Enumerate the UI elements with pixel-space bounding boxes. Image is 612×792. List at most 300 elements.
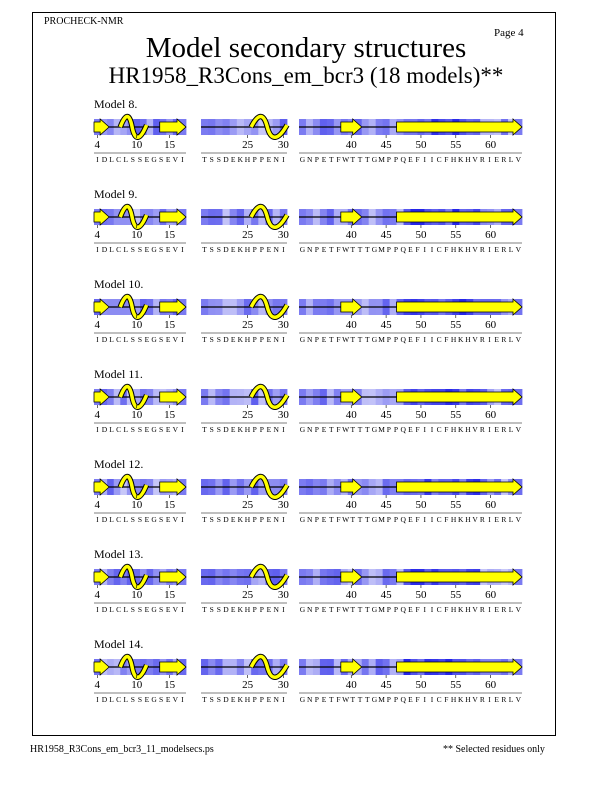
sequence-letter: P xyxy=(393,335,399,344)
residue-tick-label: 40 xyxy=(345,409,357,421)
sequence-letter: T xyxy=(328,335,334,344)
residue-tick-label: 25 xyxy=(242,229,254,241)
sequence-letter: K xyxy=(458,335,464,344)
sequence-letter: L xyxy=(109,695,115,704)
sequence-letter: Q xyxy=(400,695,407,704)
sequence-letter: E xyxy=(494,155,500,164)
sequence-letter: R xyxy=(501,245,507,254)
sequence-letter: V xyxy=(172,335,179,344)
sequence-letter: H xyxy=(450,155,457,164)
sequence-letter: P xyxy=(252,155,257,164)
residue-tick-label: 25 xyxy=(242,409,254,421)
residue-tick-label: 15 xyxy=(164,499,176,511)
sequence-letter: P xyxy=(386,425,392,434)
residue-tick-label: 25 xyxy=(242,499,254,511)
sequence-letter: K xyxy=(458,695,464,704)
sequence-letter: P xyxy=(386,155,392,164)
residue-tick-label: 30 xyxy=(277,589,289,601)
sequence-letter: D xyxy=(101,245,108,254)
residue-tick-label: 45 xyxy=(380,229,392,241)
sequence-letter: I xyxy=(488,605,491,614)
sequence-letter: E xyxy=(144,335,150,344)
sequence-letter: E xyxy=(144,155,150,164)
sequence-letter: T xyxy=(357,605,363,614)
residue-tick-label: 10 xyxy=(131,499,143,511)
sequence-letter: K xyxy=(237,605,244,614)
sequence-letter: C xyxy=(436,155,442,164)
sequence-letter: D xyxy=(223,425,229,434)
sequence-letter: R xyxy=(501,335,507,344)
sequence-letter: N xyxy=(273,515,280,524)
sequence-letter: G xyxy=(299,335,306,344)
sequence-letter: S xyxy=(130,695,136,704)
sequence-letter: H xyxy=(465,335,471,344)
sequence-letter: P xyxy=(259,605,265,614)
sequence-letter: I xyxy=(181,605,184,614)
sequence-letter: L xyxy=(123,245,129,254)
sequence-letter: N xyxy=(273,695,280,704)
sequence-letter: T xyxy=(202,695,207,704)
sequence-letter: E xyxy=(144,695,150,704)
residue-tick-label: 55 xyxy=(450,319,462,331)
sequence-letter: W xyxy=(342,245,350,254)
sequence-letter: E xyxy=(266,695,272,704)
sequence-letter: V xyxy=(172,605,179,614)
secondary-structure-plot xyxy=(0,637,612,727)
sequence-letter: H xyxy=(244,335,251,344)
sequence-letter: D xyxy=(101,425,108,434)
sequence-letter: S xyxy=(159,335,164,344)
residue-tick-label: 60 xyxy=(485,319,497,331)
sequence-letter: N xyxy=(273,605,280,614)
sequence-letter: G xyxy=(371,245,378,254)
sequence-letter: P xyxy=(393,515,399,524)
residue-tick-label: 15 xyxy=(164,409,176,421)
sequence-letter: S xyxy=(130,335,136,344)
strip-segment xyxy=(94,207,186,255)
sequence-letter: M xyxy=(378,245,386,254)
residue-tick-label: 10 xyxy=(131,319,143,331)
sequence-letter: L xyxy=(109,425,115,434)
model-label: Model 13. xyxy=(94,547,144,561)
sequence-letter: F xyxy=(336,155,341,164)
residue-tick-label: 45 xyxy=(380,319,392,331)
sequence-letter: K xyxy=(237,335,244,344)
sequence-letter: E xyxy=(494,515,500,524)
sequence-letter: G xyxy=(371,425,378,434)
sequence-letter: V xyxy=(472,335,479,344)
residue-tick-label: 25 xyxy=(242,319,254,331)
strip-segment xyxy=(94,117,186,165)
strip-segment xyxy=(201,297,289,345)
sequence-letter: K xyxy=(458,425,464,434)
sequence-letter: G xyxy=(151,425,157,434)
sequence-letter: I xyxy=(423,425,427,434)
sequence-letter: C xyxy=(116,605,122,614)
sequence-letter: W xyxy=(342,695,350,704)
sequence-letter: F xyxy=(444,155,449,164)
sequence-letter: P xyxy=(314,515,320,524)
sequence-letter: H xyxy=(244,245,251,254)
residue-tick-label: 55 xyxy=(450,499,462,511)
sequence-letter: E xyxy=(266,425,272,434)
sequence-letter: V xyxy=(515,605,522,614)
sequence-letter: I xyxy=(423,155,427,164)
sequence-letter: G xyxy=(151,245,157,254)
sequence-letter: R xyxy=(479,335,486,344)
sequence-letter: V xyxy=(515,425,522,434)
sequence-letter: E xyxy=(321,515,327,524)
sequence-letter: I xyxy=(181,335,184,344)
residue-tick-label: 4 xyxy=(94,229,101,241)
sequence-letter: P xyxy=(386,335,392,344)
model-block xyxy=(0,187,612,277)
model-label: Model 10. xyxy=(94,277,144,291)
sequence-letter: P xyxy=(314,605,320,614)
sequence-letter: F xyxy=(415,245,420,254)
sequence-letter: I xyxy=(282,155,285,164)
residue-tick-label: 40 xyxy=(345,589,357,601)
sequence-letter: V xyxy=(472,245,479,254)
sequence-letter: S xyxy=(216,155,222,164)
sequence-letter: I xyxy=(282,605,285,614)
sequence-letter: Q xyxy=(400,605,407,614)
sequence-letter: V xyxy=(472,515,479,524)
strip-segment xyxy=(94,477,186,525)
sequence-letter: S xyxy=(209,425,214,434)
sequence-letter: E xyxy=(230,695,236,704)
sequence-letter: T xyxy=(328,605,334,614)
sequence-letter: G xyxy=(371,155,378,164)
residue-tick-label: 15 xyxy=(164,139,176,151)
sequence-letter: G xyxy=(151,515,157,524)
sequence-letter: S xyxy=(137,155,143,164)
sequence-letter: S xyxy=(209,605,214,614)
sequence-letter: V xyxy=(172,515,179,524)
sequence-letter: V xyxy=(472,605,479,614)
sequence-letter: D xyxy=(101,605,108,614)
sequence-letter: E xyxy=(230,155,236,164)
sequence-letter: T xyxy=(364,335,370,344)
sequence-letter: H xyxy=(450,245,457,254)
sequence-letter: R xyxy=(479,605,486,614)
model-block xyxy=(0,367,612,457)
residue-tick-label: 45 xyxy=(380,589,392,601)
sequence-letter: K xyxy=(458,245,464,254)
sequence-letter: C xyxy=(116,425,122,434)
sequence-letter: D xyxy=(223,335,229,344)
sequence-letter: E xyxy=(408,245,413,254)
sequence-letter: I xyxy=(181,425,184,434)
sequence-letter: S xyxy=(159,245,164,254)
sequence-letter: T xyxy=(350,245,356,254)
sequence-letter: Q xyxy=(400,515,407,524)
sequence-letter: F xyxy=(444,335,449,344)
sequence-letter: P xyxy=(393,245,399,254)
sequence-letter: T xyxy=(328,155,334,164)
sequence-letter: L xyxy=(109,605,115,614)
sequence-letter: I xyxy=(181,695,184,704)
sequence-letter: S xyxy=(216,605,222,614)
sequence-letter: L xyxy=(123,155,129,164)
sequence-letter: H xyxy=(450,695,457,704)
sequence-letter: S xyxy=(209,335,214,344)
sequence-letter: S xyxy=(130,245,136,254)
residue-tick-label: 40 xyxy=(345,319,357,331)
footer-note: ** Selected residues only xyxy=(443,744,545,755)
sequence-letter: D xyxy=(101,335,108,344)
sequence-letter: E xyxy=(408,335,413,344)
residue-tick-label: 55 xyxy=(450,229,462,241)
sequence-letter: T xyxy=(364,425,370,434)
sequence-letter: E xyxy=(321,335,327,344)
sequence-letter: L xyxy=(109,155,115,164)
sequence-letter: C xyxy=(436,245,442,254)
sequence-letter: E xyxy=(266,155,272,164)
sequence-letter: I xyxy=(96,515,99,524)
sequence-letter: P xyxy=(314,335,320,344)
strip-segment xyxy=(201,387,289,435)
sequence-letter: P xyxy=(252,695,257,704)
sequence-letter: C xyxy=(116,245,122,254)
secondary-structure-plot xyxy=(0,277,612,367)
sequence-letter: M xyxy=(378,155,386,164)
sequence-letter: N xyxy=(273,335,280,344)
residue-tick-label: 60 xyxy=(485,589,497,601)
sequence-letter: T xyxy=(350,335,356,344)
strip-segment xyxy=(201,567,289,615)
strip-segment xyxy=(201,477,289,525)
sequence-letter: F xyxy=(415,695,420,704)
sequence-letter: V xyxy=(515,245,522,254)
strip-segment xyxy=(201,657,289,705)
sequence-letter: S xyxy=(216,425,222,434)
sequence-letter: P xyxy=(259,515,265,524)
sequence-letter: T xyxy=(202,515,207,524)
sequence-letter: H xyxy=(244,695,251,704)
sequence-letter: I xyxy=(96,335,99,344)
sequence-letter: E xyxy=(321,425,327,434)
sequence-letter: K xyxy=(458,605,464,614)
sequence-letter: T xyxy=(357,515,363,524)
sequence-letter: F xyxy=(415,335,420,344)
sequence-letter: R xyxy=(479,515,486,524)
sequence-letter: E xyxy=(165,155,171,164)
sequence-letter: D xyxy=(223,605,229,614)
sequence-letter: T xyxy=(357,155,363,164)
sequence-letter: S xyxy=(159,425,164,434)
sequence-letter: I xyxy=(181,515,184,524)
sequence-letter: T xyxy=(357,695,363,704)
sequence-letter: V xyxy=(515,695,522,704)
sequence-letter: F xyxy=(415,605,420,614)
sequence-letter: F xyxy=(444,515,449,524)
sequence-letter: N xyxy=(273,245,280,254)
sequence-letter: E xyxy=(408,695,413,704)
strip-segment xyxy=(299,569,522,614)
sequence-letter: C xyxy=(436,335,442,344)
sequence-letter: H xyxy=(465,695,471,704)
sequence-letter: I xyxy=(430,335,434,344)
sequence-letter: R xyxy=(479,695,486,704)
sequence-letter: I xyxy=(423,605,427,614)
sequence-letter: V xyxy=(515,155,522,164)
residue-tick-label: 30 xyxy=(277,409,289,421)
sequence-letter: T xyxy=(364,695,370,704)
sequence-letter: L xyxy=(109,335,115,344)
sequence-letter: M xyxy=(378,335,386,344)
sequence-letter: I xyxy=(488,695,491,704)
sequence-letter: S xyxy=(137,605,143,614)
sequence-letter: F xyxy=(336,605,341,614)
sequence-letter: K xyxy=(237,245,244,254)
residue-tick-label: 60 xyxy=(485,409,497,421)
sequence-letter: P xyxy=(252,605,257,614)
residue-tick-label: 4 xyxy=(94,499,101,511)
model-block xyxy=(0,547,612,637)
residue-tick-label: 30 xyxy=(277,139,289,151)
residue-tick-label: 4 xyxy=(94,409,101,421)
residue-tick-label: 15 xyxy=(164,319,176,331)
model-label: Model 11. xyxy=(94,367,143,381)
residue-tick-label: 30 xyxy=(277,229,289,241)
sequence-letter: E xyxy=(230,245,236,254)
sequence-letter: T xyxy=(328,425,334,434)
page-subtitle: HR1958_R3Cons_em_bcr3 (18 models)** xyxy=(108,63,504,88)
sequence-letter: P xyxy=(252,245,257,254)
residue-tick-label: 55 xyxy=(450,409,462,421)
sequence-letter: L xyxy=(508,515,514,524)
sequence-letter: F xyxy=(415,425,420,434)
sequence-letter: C xyxy=(116,695,122,704)
secondary-structure-plot xyxy=(0,547,612,637)
sequence-letter: N xyxy=(306,605,313,614)
residue-tick-label: 50 xyxy=(415,499,427,511)
sequence-letter: P xyxy=(259,155,265,164)
residue-tick-label: 40 xyxy=(345,229,357,241)
sequence-letter: G xyxy=(371,605,378,614)
sequence-letter: G xyxy=(299,425,306,434)
model-label: Model 12. xyxy=(94,457,144,471)
sequence-letter: W xyxy=(342,335,350,344)
sequence-letter: E xyxy=(321,245,327,254)
sequence-letter: D xyxy=(101,515,108,524)
residue-tick-label: 45 xyxy=(380,679,392,691)
sequence-letter: H xyxy=(244,515,251,524)
sequence-letter: N xyxy=(273,155,280,164)
model-label: Model 8. xyxy=(94,97,138,111)
sequence-letter: H xyxy=(465,605,471,614)
sequence-letter: E xyxy=(165,425,171,434)
sequence-letter: P xyxy=(252,515,257,524)
secondary-structure-plot xyxy=(0,367,612,457)
model-block xyxy=(0,457,612,547)
sequence-letter: G xyxy=(151,335,157,344)
residue-tick-label: 60 xyxy=(485,139,497,151)
sequence-letter: M xyxy=(378,695,386,704)
sequence-letter: I xyxy=(181,245,184,254)
sequence-letter: V xyxy=(172,425,179,434)
sequence-letter: S xyxy=(130,515,136,524)
sequence-letter: E xyxy=(165,245,171,254)
sequence-letter: W xyxy=(342,605,350,614)
sequence-letter: W xyxy=(342,155,350,164)
sequence-letter: T xyxy=(328,515,334,524)
sequence-letter: E xyxy=(230,425,236,434)
sequence-letter: C xyxy=(436,425,442,434)
sequence-letter: G xyxy=(299,245,306,254)
sequence-letter: S xyxy=(209,695,214,704)
residue-tick-label: 50 xyxy=(415,679,427,691)
sequence-letter: S xyxy=(137,425,143,434)
sequence-letter: T xyxy=(328,245,334,254)
sequence-letter: L xyxy=(123,515,129,524)
sequence-letter: C xyxy=(436,605,442,614)
sequence-letter: P xyxy=(252,335,257,344)
residue-tick-label: 15 xyxy=(164,679,176,691)
sequence-letter: N xyxy=(273,425,280,434)
sequence-letter: P xyxy=(252,425,257,434)
sequence-letter: E xyxy=(144,515,150,524)
sequence-letter: T xyxy=(350,695,356,704)
residue-tick-label: 10 xyxy=(131,409,143,421)
sequence-letter: I xyxy=(96,695,99,704)
residue-tick-label: 50 xyxy=(415,229,427,241)
sequence-letter: E xyxy=(165,695,171,704)
sequence-letter: P xyxy=(386,695,392,704)
strip-segment xyxy=(299,659,522,704)
sequence-letter: S xyxy=(137,695,143,704)
sequence-letter: P xyxy=(314,425,320,434)
sequence-letter: I xyxy=(430,515,434,524)
sequence-letter: Q xyxy=(400,425,407,434)
sequence-letter: N xyxy=(306,515,313,524)
sequence-letter: V xyxy=(515,335,522,344)
sequence-letter: F xyxy=(336,335,341,344)
sequence-letter: S xyxy=(216,695,222,704)
sequence-letter: I xyxy=(282,335,285,344)
sequence-letter: F xyxy=(336,425,341,434)
model-label: Model 14. xyxy=(94,637,144,651)
sequence-letter: S xyxy=(209,245,214,254)
sequence-letter: P xyxy=(314,695,320,704)
sequence-letter: R xyxy=(501,605,507,614)
sequence-letter: I xyxy=(488,245,491,254)
sequence-letter: M xyxy=(378,605,386,614)
footer-filename: HR1958_R3Cons_em_bcr3_11_modelsecs.ps xyxy=(30,744,214,755)
secondary-structure-plot xyxy=(0,97,612,187)
sequence-letter: C xyxy=(116,335,122,344)
sequence-letter: T xyxy=(202,605,207,614)
sequence-letter: L xyxy=(508,155,514,164)
sequence-letter: I xyxy=(282,425,285,434)
sequence-letter: G xyxy=(151,155,157,164)
sequence-letter: I xyxy=(282,245,285,254)
sequence-letter: L xyxy=(508,425,514,434)
sequence-letter: E xyxy=(494,245,500,254)
sequence-letter: P xyxy=(386,605,392,614)
sequence-letter: I xyxy=(430,695,434,704)
sequence-letter: E xyxy=(494,605,500,614)
sequence-letter: R xyxy=(479,155,486,164)
residue-tick-label: 25 xyxy=(242,679,254,691)
sequence-letter: G xyxy=(151,695,157,704)
sequence-letter: T xyxy=(202,425,207,434)
residue-tick-label: 50 xyxy=(415,409,427,421)
sequence-letter: T xyxy=(350,605,356,614)
sequence-letter: E xyxy=(165,335,171,344)
sequence-letter: I xyxy=(96,425,99,434)
